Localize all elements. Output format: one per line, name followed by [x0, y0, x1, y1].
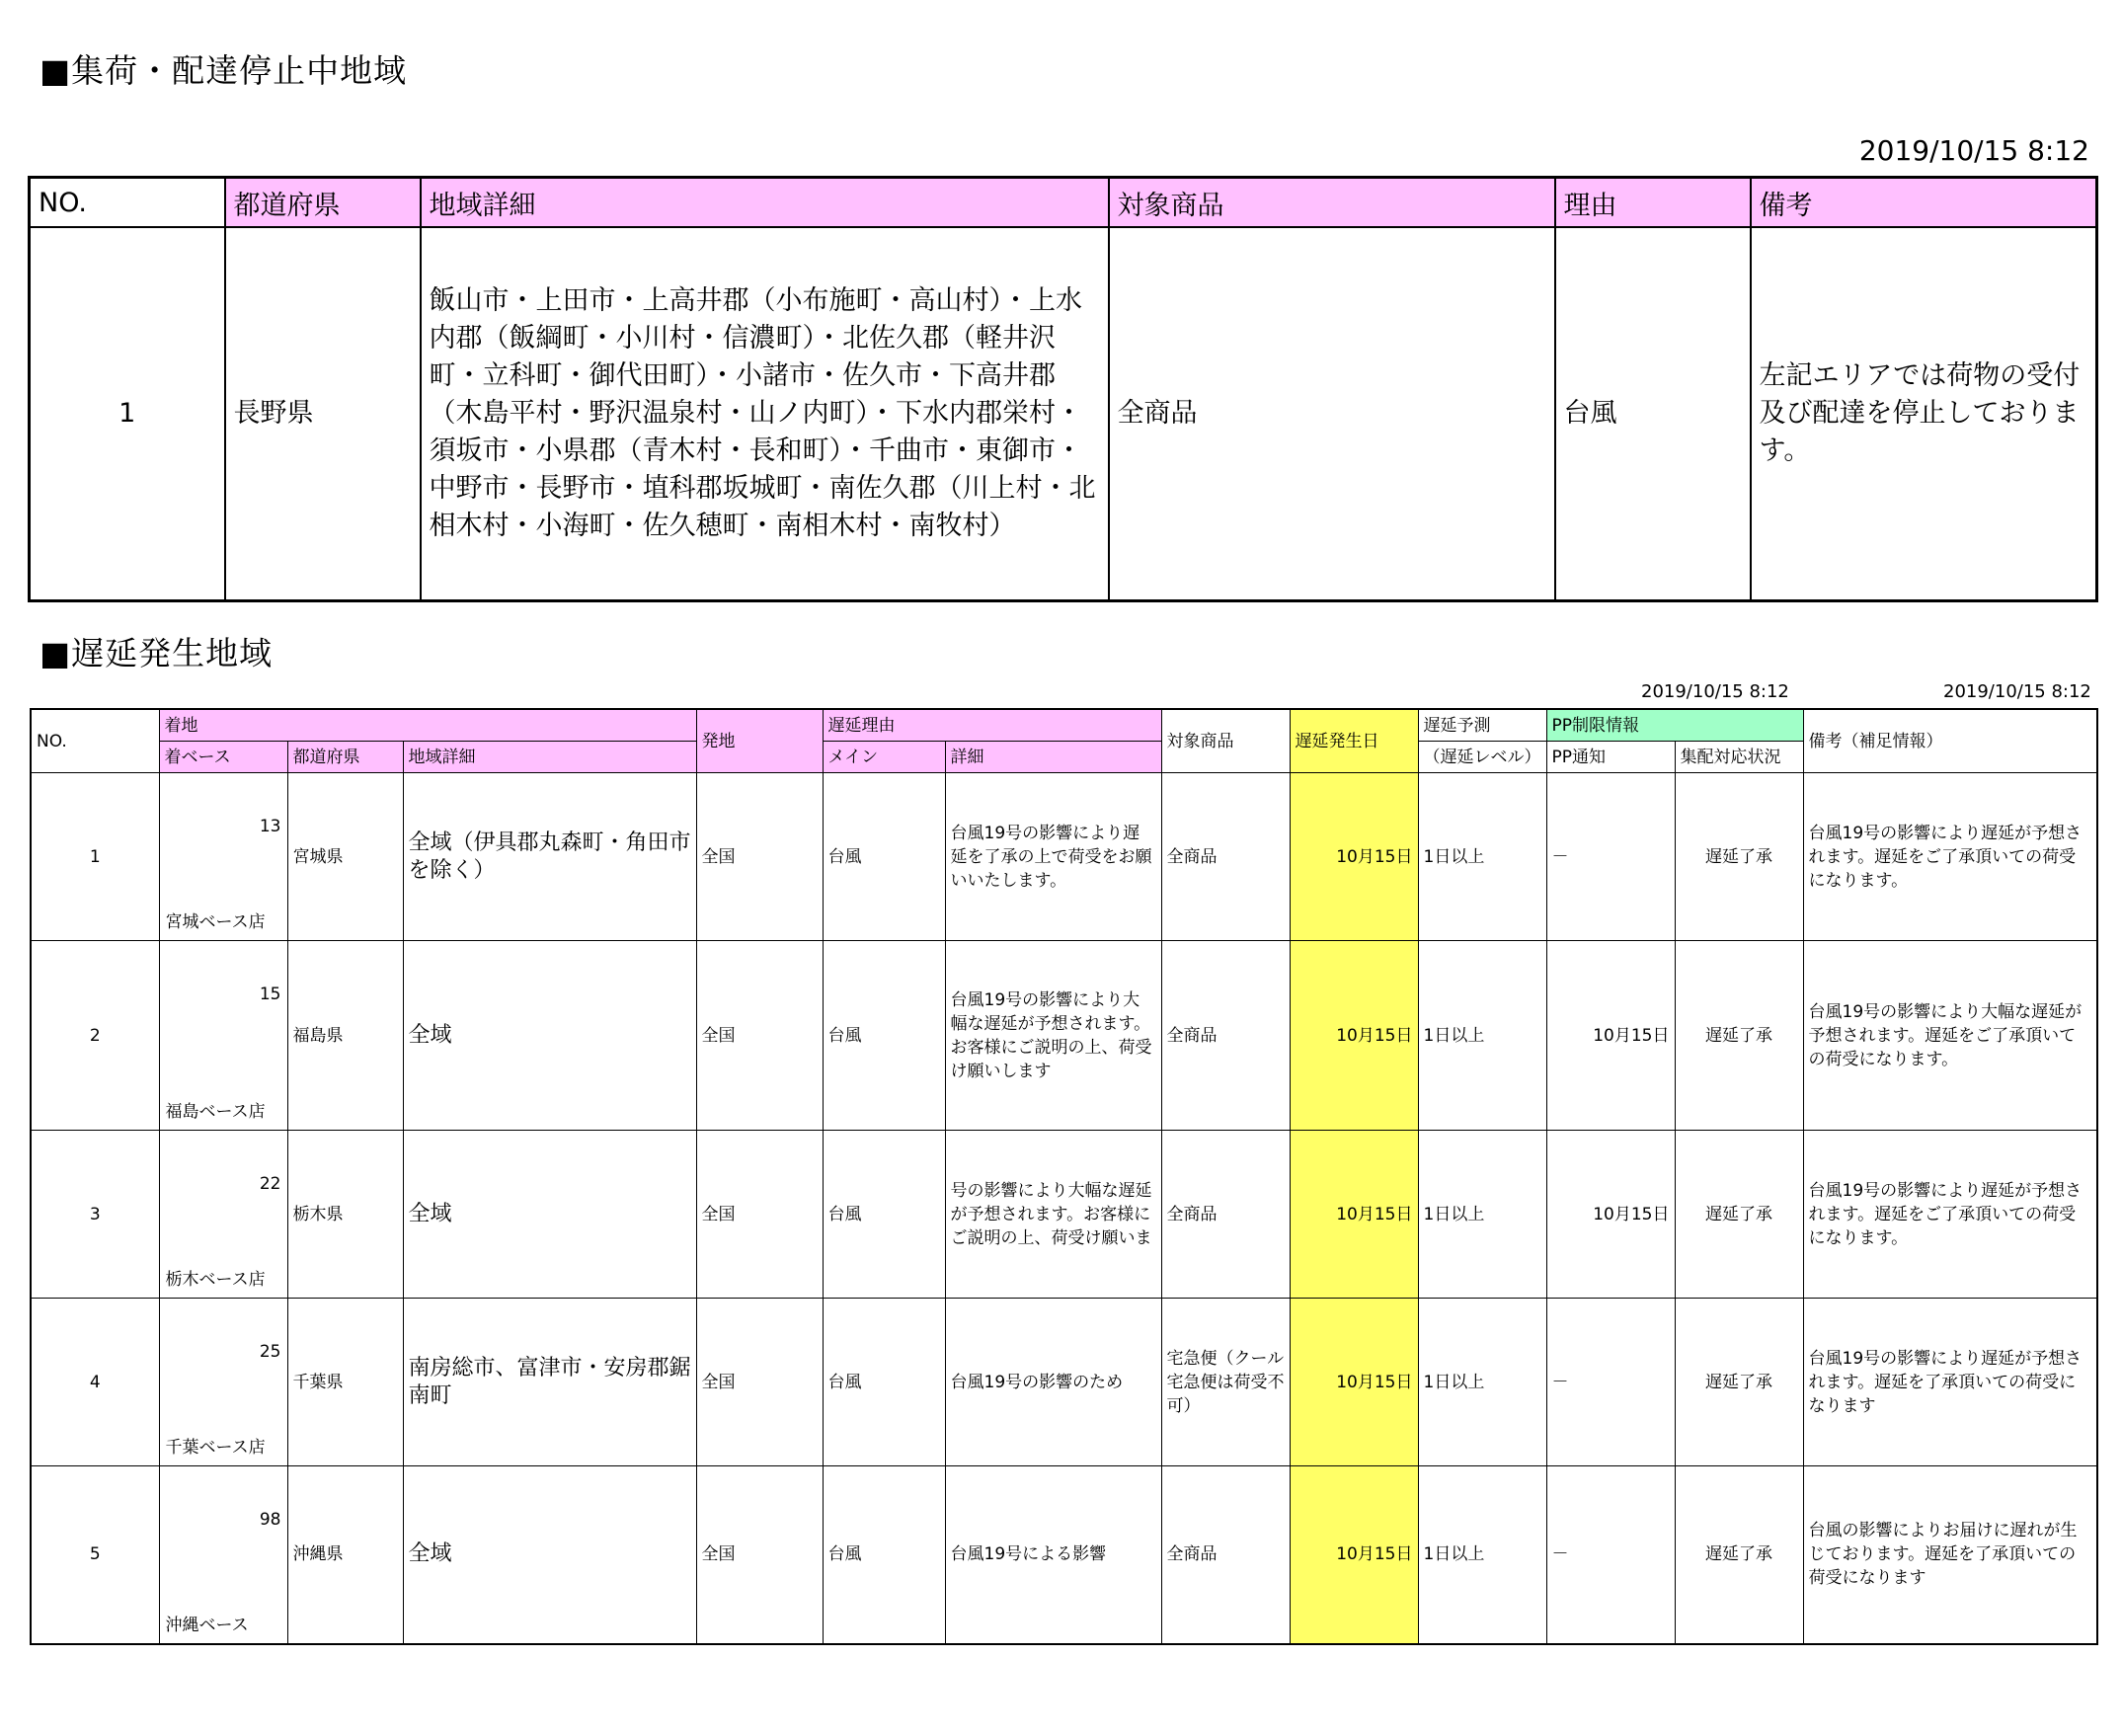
row-prefecture: 宮城県	[287, 773, 403, 941]
header-product: 対象商品	[1161, 709, 1290, 773]
row-level: 1日以上	[1418, 1131, 1546, 1299]
row-prefecture: 長野県	[225, 227, 421, 601]
row-product: 全商品	[1109, 227, 1555, 601]
row-delay-date: 10月15日	[1290, 773, 1418, 941]
row-status: 遅延了承	[1675, 941, 1803, 1131]
row-base-name: 栃木ベース店	[165, 1270, 266, 1290]
header-delay-level: （遅延レベル）	[1418, 742, 1546, 773]
row-no: 1	[30, 227, 225, 601]
row-base	[159, 941, 287, 1131]
section2-timestamp-a: 2019/10/15 8:12	[1641, 681, 1789, 702]
row-no: 1	[31, 773, 159, 941]
header-detail: 詳細	[945, 742, 1161, 773]
section2-timestamp-b: 2019/10/15 8:12	[1943, 681, 2091, 702]
row-main: 台風	[823, 1131, 945, 1299]
delay-header-row-2	[31, 742, 2097, 773]
header-remarks: 備考	[1751, 178, 2097, 228]
row-area-detail: 全域（伊具郡丸森町・角田市を除く）	[403, 773, 696, 941]
row-area-detail: 全域	[403, 1131, 696, 1299]
row-product: 宅急便（クール宅急便は荷受不可）	[1161, 1299, 1290, 1466]
row-detail: 台風19号の影響により大幅な遅延が予想されます。お客様にご説明の上、荷受け願いします	[945, 941, 1161, 1131]
delay-table	[30, 708, 2098, 1645]
table-row	[31, 773, 2097, 941]
row-base	[159, 1466, 287, 1644]
row-no: 2	[31, 941, 159, 1131]
row-origin: 全国	[696, 773, 823, 941]
row-area-detail: 飯山市・上田市・上高井郡（小布施町・高山村）・上水内郡（飯綱町・小川村・信濃町）・北佐久郡（軽井沢町・立科町・御代田町）・小諸市・佐久市・下高井郡（木島平村・野沢温泉村・山ノ内町）・下水内郡栄村・須坂市・小県郡（青木村・長和町）・千曲市・東御市・中野市・長野市・埴科郡坂城町・南佐久郡（川上村・北相木村・小海町・佐久穂町・南相木村・南牧村）	[421, 227, 1109, 601]
row-base-name: 千葉ベース店	[165, 1438, 266, 1458]
row-status: 遅延了承	[1675, 1466, 1803, 1644]
row-remarks: 台風19号の影響により遅延が予想されます。遅延をご了承頂いての荷受になります。	[1803, 1131, 2097, 1299]
header-remarks: 備考（補足情報）	[1803, 709, 2097, 773]
suspension-header-row	[30, 178, 2097, 228]
header-delivery-status: 集配対応状況	[1675, 742, 1803, 773]
row-origin: 全国	[696, 1466, 823, 1644]
table-row	[31, 1466, 2097, 1644]
header-area-detail: 地域詳細	[421, 178, 1109, 228]
header-origin: 発地	[696, 709, 823, 773]
row-pp-notice: 10月15日	[1546, 941, 1675, 1131]
row-product: 全商品	[1161, 1131, 1290, 1299]
row-prefecture: 栃木県	[287, 1131, 403, 1299]
row-remarks: 台風19号の影響により遅延が予想されます。遅延をご了承頂いての荷受になります。	[1803, 773, 2097, 941]
header-prefecture: 都道府県	[225, 178, 421, 228]
row-status: 遅延了承	[1675, 1131, 1803, 1299]
row-remarks: 台風19号の影響により遅延が予想されます。遅延を了承頂いての荷受になります	[1803, 1299, 2097, 1466]
section2-title: ■遅延発生地域	[39, 634, 274, 672]
row-base-code: 25	[259, 1342, 281, 1362]
row-product: 全商品	[1161, 1466, 1290, 1644]
header-delay-date: 遅延発生日	[1290, 709, 1418, 773]
table-row	[31, 1131, 2097, 1299]
header-area-detail: 地域詳細	[403, 742, 696, 773]
section1-title: ■集荷・配達停止中地域	[39, 51, 408, 90]
row-base-name: 沖縄ベース	[165, 1615, 249, 1635]
section1-timestamp: 2019/10/15 8:12	[1858, 134, 2089, 167]
row-delay-date: 10月15日	[1290, 1299, 1418, 1466]
header-pp-notice: PP通知	[1546, 742, 1675, 773]
row-status: 遅延了承	[1675, 773, 1803, 941]
row-reason: 台風	[1555, 227, 1751, 601]
row-base-code: 98	[259, 1510, 281, 1530]
row-detail: 台風19号の影響により遅延を了承の上で荷受をお願いいたします。	[945, 773, 1161, 941]
header-pp-info: PP制限情報	[1546, 709, 1803, 742]
row-main: 台風	[823, 1299, 945, 1466]
row-level: 1日以上	[1418, 773, 1546, 941]
header-product: 対象商品	[1109, 178, 1555, 228]
row-origin: 全国	[696, 1299, 823, 1466]
row-delay-date: 10月15日	[1290, 941, 1418, 1131]
row-delay-date: 10月15日	[1290, 1131, 1418, 1299]
row-no: 3	[31, 1131, 159, 1299]
row-status: 遅延了承	[1675, 1299, 1803, 1466]
row-detail: 号の影響により大幅な遅延が予想されます。お客様にご説明の上、荷受け願いま	[945, 1131, 1161, 1299]
row-base-code: 15	[259, 985, 281, 1004]
row-remarks: 左記エリアでは荷物の受付及び配達を停止しております。	[1751, 227, 2097, 601]
row-no: 4	[31, 1299, 159, 1466]
row-product: 全商品	[1161, 941, 1290, 1131]
row-remarks: 台風の影響によりお届けに遅れが生じております。遅延を了承頂いての荷受になります	[1803, 1466, 2097, 1644]
row-level: 1日以上	[1418, 1466, 1546, 1644]
row-detail: 台風19号の影響のため	[945, 1299, 1161, 1466]
row-base	[159, 773, 287, 941]
row-detail: 台風19号による影響	[945, 1466, 1161, 1644]
row-prefecture: 千葉県	[287, 1299, 403, 1466]
row-base-code: 13	[259, 817, 281, 836]
row-area-detail: 南房総市、富津市・安房郡鋸南町	[403, 1299, 696, 1466]
row-prefecture: 沖縄県	[287, 1466, 403, 1644]
row-base-name: 宮城ベース店	[165, 912, 266, 932]
header-delay-forecast: 遅延予測	[1418, 709, 1546, 742]
header-reason: 理由	[1555, 178, 1751, 228]
row-pp-notice: －	[1546, 1466, 1675, 1644]
row-level: 1日以上	[1418, 1299, 1546, 1466]
row-product: 全商品	[1161, 773, 1290, 941]
header-no: NO.	[31, 709, 159, 773]
row-pp-notice: －	[1546, 1299, 1675, 1466]
row-main: 台風	[823, 773, 945, 941]
table-row	[31, 941, 2097, 1131]
header-delay-reason: 遅延理由	[823, 709, 1161, 742]
row-base-name: 福島ベース店	[165, 1102, 266, 1122]
row-level: 1日以上	[1418, 941, 1546, 1131]
row-main: 台風	[823, 941, 945, 1131]
header-base: 着ベース	[159, 742, 287, 773]
row-prefecture: 福島県	[287, 941, 403, 1131]
header-destination: 着地	[159, 709, 696, 742]
delay-header-row-1	[31, 709, 2097, 742]
suspension-table	[28, 176, 2098, 602]
header-prefecture: 都道府県	[287, 742, 403, 773]
row-area-detail: 全域	[403, 941, 696, 1131]
row-remarks: 台風19号の影響により大幅な遅延が予想されます。遅延をご了承頂いての荷受になります。	[1803, 941, 2097, 1131]
table-row	[31, 1299, 2097, 1466]
row-no: 5	[31, 1466, 159, 1644]
row-base-code: 22	[259, 1174, 281, 1194]
row-pp-notice: 10月15日	[1546, 1131, 1675, 1299]
row-delay-date: 10月15日	[1290, 1466, 1418, 1644]
row-main: 台風	[823, 1466, 945, 1644]
row-base	[159, 1131, 287, 1299]
row-area-detail: 全域	[403, 1466, 696, 1644]
header-main: メイン	[823, 742, 945, 773]
table-row	[30, 227, 2097, 601]
row-pp-notice: －	[1546, 773, 1675, 941]
row-origin: 全国	[696, 941, 823, 1131]
row-origin: 全国	[696, 1131, 823, 1299]
row-base	[159, 1299, 287, 1466]
header-no: NO.	[30, 178, 225, 228]
